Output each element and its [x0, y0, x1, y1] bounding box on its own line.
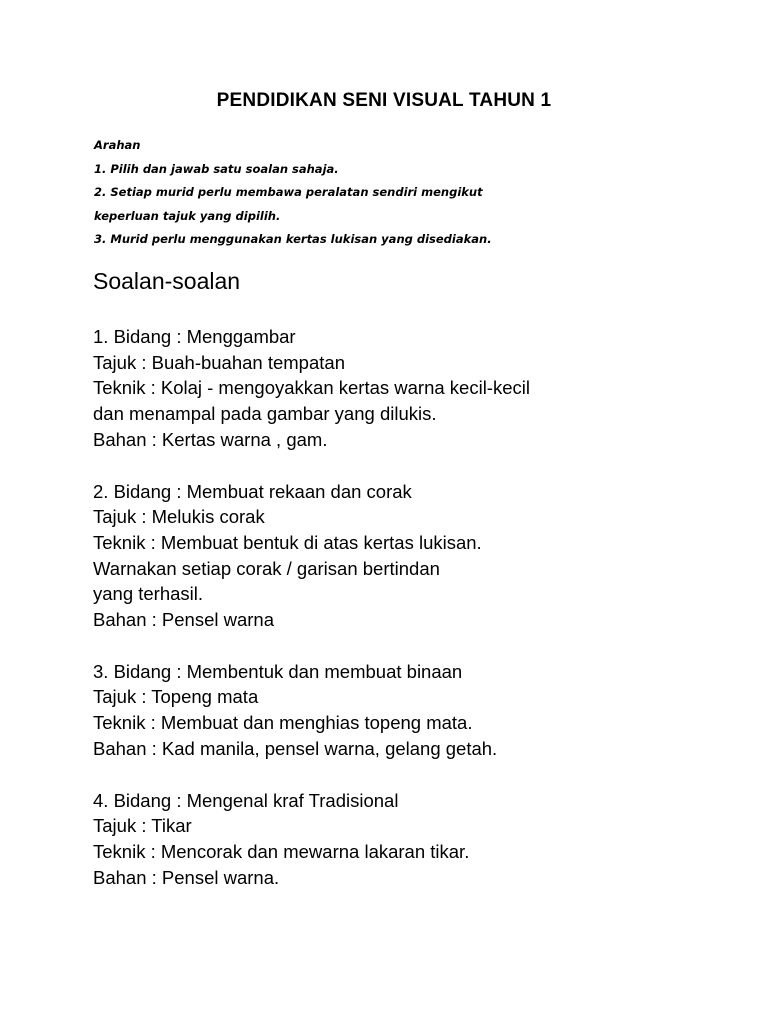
question-line: Tajuk : Topeng mata	[93, 686, 259, 708]
questions-list	[93, 324, 713, 916]
question-line: Bahan : Kertas warna , gam.	[93, 428, 328, 450]
question-line: Bahan : Pensel warna.	[93, 866, 280, 888]
question-line: Teknik : Kolaj - mengoyakkan kertas warna kecil-kecil	[93, 377, 530, 399]
question-line: Teknik : Membuat dan menghias topeng mata.	[93, 712, 473, 734]
question-2	[93, 479, 713, 633]
question-line: Tajuk : Buah-buahan tempatan	[93, 351, 345, 373]
question-4	[93, 788, 713, 891]
question-line: Tajuk : Tikar	[93, 815, 192, 837]
question-line: Warnakan setiap corak / garisan bertindan	[93, 557, 440, 579]
question-3	[93, 659, 713, 762]
instruction-line: 1. Pilih dan jawab satu soalan sahaja.	[94, 161, 339, 176]
question-line: Teknik : Mencorak dan mewarna lakaran tikar.	[93, 840, 470, 862]
question-line: Teknik : Membuat bentuk di atas kertas lukisan.	[93, 531, 482, 553]
instructions-block	[94, 134, 694, 252]
question-line: 3. Bidang : Membentuk dan membuat binaan	[93, 660, 463, 682]
instruction-line: 2. Setiap murid perlu membawa peralatan sendiri mengikut	[94, 185, 483, 199]
instructions-heading: Arahan	[94, 138, 141, 152]
question-line: 2. Bidang : Membuat rekaan dan corak	[93, 480, 412, 502]
question-line: dan menampal pada gambar yang dilukis.	[93, 403, 437, 425]
question-line: Bahan : Pensel warna	[93, 609, 275, 631]
question-line: Tajuk : Melukis corak	[93, 506, 265, 528]
instruction-line: keperluan tajuk yang dipilih.	[94, 208, 281, 223]
question-1	[93, 324, 713, 453]
question-line: Bahan : Kad manila, pensel warna, gelang getah.	[93, 737, 498, 759]
question-line: yang terhasil.	[93, 583, 204, 605]
question-line: 4. Bidang : Mengenal kraf Tradisional	[93, 789, 399, 811]
page-title: PENDIDIKAN SENI VISUAL TAHUN 1	[216, 90, 552, 111]
question-line: 1. Bidang : Menggambar	[93, 326, 296, 347]
instruction-line: 3. Murid perlu menggunakan kertas lukisan yang disediakan.	[94, 232, 492, 246]
section-heading: Soalan-soalan	[93, 268, 241, 294]
